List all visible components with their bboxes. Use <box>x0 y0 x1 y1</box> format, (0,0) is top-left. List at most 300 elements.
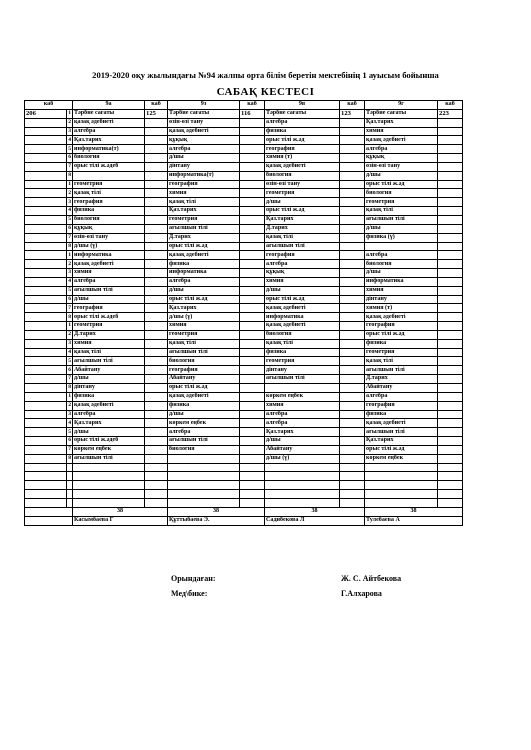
cabinet-cell <box>25 269 67 278</box>
empty-cell <box>365 481 438 490</box>
subject-cell: геометрия <box>365 198 438 207</box>
header-cabinet: каб <box>25 101 73 110</box>
room-cell: 206 <box>25 109 67 118</box>
subject-cell: орыс тілі ж.әд <box>365 445 438 454</box>
empty-cell <box>145 481 168 490</box>
room-cell <box>438 180 463 189</box>
subject-cell <box>365 242 438 251</box>
subject-cell: ағылшын тілі <box>265 375 340 384</box>
lesson-number: 1 <box>67 251 73 260</box>
room-cell <box>438 357 463 366</box>
subject-cell: қазақ әдебиеті <box>73 260 145 269</box>
table-row <box>25 348 463 357</box>
subject-cell: д/шы (ү) <box>265 454 340 463</box>
room-cell <box>240 162 265 171</box>
subject-cell: Д.тарих <box>168 233 240 242</box>
cabinet-cell <box>25 419 67 428</box>
subject-cell: физика <box>73 207 145 216</box>
room-cell <box>240 260 265 269</box>
subject-cell: д/шы (ү) <box>73 242 145 251</box>
room-cell <box>438 375 463 384</box>
room-cell <box>240 251 265 260</box>
room-cell <box>438 401 463 410</box>
room-cell <box>340 233 365 242</box>
subject-cell: қазақ әдебиеті <box>168 251 240 260</box>
subject-cell: алгебра <box>365 145 438 154</box>
empty-cell <box>265 472 340 481</box>
room-cell <box>340 445 365 454</box>
room-cell <box>240 348 265 357</box>
room-cell <box>438 154 463 163</box>
lesson-number: 2 <box>67 118 73 127</box>
room-cell <box>340 410 365 419</box>
empty-cell <box>438 472 463 481</box>
subject-cell: қазақ әдебиеті <box>365 313 438 322</box>
subject-cell: геометрия <box>365 348 438 357</box>
empty-cell <box>73 498 145 507</box>
lesson-number: 3 <box>67 339 73 348</box>
subject-cell: орыс тілі ж.әд <box>365 330 438 339</box>
subject-cell: өзін-өзі тану <box>73 233 145 242</box>
room-cell <box>240 322 265 331</box>
room-cell: 223 <box>438 109 463 118</box>
cabinet-cell <box>25 198 67 207</box>
empty-cell <box>145 498 168 507</box>
room-cell <box>145 207 168 216</box>
room-cell <box>340 189 365 198</box>
room-cell <box>438 339 463 348</box>
lesson-number: 8 <box>67 171 73 180</box>
document-subtitle: САБАҚ КЕСТЕСІ <box>216 86 315 98</box>
cabinet-cell <box>25 313 67 322</box>
cabinet-cell <box>25 339 67 348</box>
subject-cell: информатика <box>73 251 145 260</box>
subject-cell: Қаз.тарих <box>168 207 240 216</box>
subject-cell: биология <box>365 260 438 269</box>
room-cell <box>340 118 365 127</box>
room-cell <box>438 428 463 437</box>
subject-cell: химия <box>365 286 438 295</box>
weekly-hours-total: 38 <box>73 507 168 516</box>
subject-cell: д/шы <box>365 269 438 278</box>
room-cell <box>145 154 168 163</box>
subject-cell: д/шы <box>365 224 438 233</box>
cabinet-cell <box>25 392 67 401</box>
subject-cell: Тәрбие сағаты <box>265 109 340 118</box>
subject-cell: қазақ тілі <box>73 348 145 357</box>
subject-cell: ағылшын тілі <box>73 286 145 295</box>
cabinet-cell <box>25 145 67 154</box>
lesson-number: 3 <box>67 127 73 136</box>
subject-cell: алгебра <box>168 428 240 437</box>
subject-cell: Тәрбие сағаты <box>365 109 438 118</box>
lesson-number: 8 <box>67 313 73 322</box>
room-cell <box>240 366 265 375</box>
empty-cell <box>25 490 67 499</box>
subject-cell: биология <box>73 215 145 224</box>
empty-cell <box>168 463 240 472</box>
subject-cell: физика <box>168 401 240 410</box>
performer-name: Ж. С. Айтбекова <box>341 574 402 583</box>
empty-cell <box>265 490 340 499</box>
subject-cell: география <box>168 366 240 375</box>
room-cell <box>438 207 463 216</box>
room-cell <box>438 330 463 339</box>
room-cell <box>438 260 463 269</box>
room-cell <box>438 189 463 198</box>
subject-cell: ағылшын тілі <box>265 242 340 251</box>
empty-cell <box>438 498 463 507</box>
table-row <box>25 127 463 136</box>
cabinet-cell <box>25 428 67 437</box>
room-cell <box>240 357 265 366</box>
subject-cell: Д.тарих <box>365 375 438 384</box>
empty-cell <box>145 463 168 472</box>
lesson-number: 2 <box>67 330 73 339</box>
subject-cell: алгебра <box>265 260 340 269</box>
header-class: 9з <box>168 101 240 110</box>
room-cell <box>340 330 365 339</box>
subject-cell: геометрия <box>168 215 240 224</box>
room-cell <box>240 127 265 136</box>
teachers-row <box>25 516 463 525</box>
subject-cell: ағылшын тілі <box>73 357 145 366</box>
lesson-number: 5 <box>67 215 73 224</box>
subject-cell: д/шы <box>265 286 340 295</box>
subject-cell: құқық <box>168 136 240 145</box>
table-row <box>25 357 463 366</box>
room-cell <box>340 215 365 224</box>
cabinet-cell <box>25 375 67 384</box>
subject-cell: д/шы <box>168 286 240 295</box>
room-cell <box>438 410 463 419</box>
subject-cell: Қаз.тарих <box>73 136 145 145</box>
table-row <box>25 189 463 198</box>
subject-cell: Қаз.тарих <box>168 304 240 313</box>
subject-cell: алгебра <box>73 410 145 419</box>
room-cell <box>438 445 463 454</box>
lesson-number: 6 <box>67 295 73 304</box>
table-row <box>25 322 463 331</box>
cabinet-cell <box>25 162 67 171</box>
room-cell <box>240 401 265 410</box>
table-row <box>25 410 463 419</box>
table-row <box>25 330 463 339</box>
empty-cell <box>145 472 168 481</box>
empty-row <box>25 490 463 499</box>
empty-cell <box>265 498 340 507</box>
subject-cell: химия <box>73 269 145 278</box>
lesson-number: 4 <box>67 277 73 286</box>
subject-cell: химия <box>73 339 145 348</box>
subject-cell: д/шы <box>73 428 145 437</box>
subject-cell: қазақ әдебиеті <box>73 118 145 127</box>
subject-cell: қазақ әдебиеті <box>265 304 340 313</box>
room-cell <box>340 145 365 154</box>
subject-cell: қазақ әдебиеті <box>168 392 240 401</box>
room-cell <box>145 384 168 393</box>
room-cell <box>240 419 265 428</box>
subject-cell: геометрия <box>168 330 240 339</box>
table-row <box>25 207 463 216</box>
subject-cell: көркем еңбек <box>265 392 340 401</box>
subject-cell: алгебра <box>265 118 340 127</box>
room-cell <box>240 313 265 322</box>
room-cell <box>438 366 463 375</box>
nurse-name: Г.Алхарова <box>341 589 382 598</box>
subject-cell: қазақ әдебиеті <box>265 162 340 171</box>
table-row <box>25 375 463 384</box>
room-cell <box>340 171 365 180</box>
empty-cell <box>73 472 145 481</box>
room-cell <box>340 260 365 269</box>
room-cell <box>240 454 265 463</box>
room-cell <box>145 233 168 242</box>
subject-cell: д/шы (ү) <box>168 313 240 322</box>
room-cell <box>438 392 463 401</box>
cabinet-cell <box>25 445 67 454</box>
subject-cell: Тәрбие сағаты <box>168 109 240 118</box>
table-row <box>25 445 463 454</box>
room-cell <box>340 127 365 136</box>
subject-cell: химия <box>265 401 340 410</box>
header-class: 9а <box>73 101 145 110</box>
subject-cell: физика <box>265 127 340 136</box>
subject-cell: биология <box>265 330 340 339</box>
lesson-number: 1 <box>67 322 73 331</box>
table-row <box>25 384 463 393</box>
lesson-number: 4 <box>67 136 73 145</box>
subject-cell: биология <box>73 154 145 163</box>
lesson-number: 5 <box>67 286 73 295</box>
room-cell <box>240 410 265 419</box>
table-row <box>25 313 463 322</box>
subject-cell: д/шы <box>168 154 240 163</box>
room-cell <box>145 286 168 295</box>
subject-cell: ағылшын тілі <box>365 366 438 375</box>
teachers-spacer <box>25 516 73 525</box>
room-cell <box>340 375 365 384</box>
room-cell <box>240 224 265 233</box>
table-row <box>25 154 463 163</box>
table-row <box>25 251 463 260</box>
performer-label: Орындаған: <box>171 574 216 583</box>
cabinet-cell <box>25 454 67 463</box>
room-cell <box>240 136 265 145</box>
header-class: 9в <box>265 101 340 110</box>
room-cell <box>340 428 365 437</box>
room-cell <box>145 313 168 322</box>
subject-cell: дінтану <box>265 366 340 375</box>
table-row <box>25 171 463 180</box>
table-row <box>25 198 463 207</box>
document-title: 2019-2020 оқу жылындағы №94 жалпы орта білім беретін мектебінің 1 ауысым бойынша <box>92 70 439 80</box>
room-cell <box>340 322 365 331</box>
room-cell <box>145 215 168 224</box>
subject-cell: қазақ тілі <box>168 198 240 207</box>
empty-cell <box>365 490 438 499</box>
subject-cell: география <box>265 145 340 154</box>
cabinet-cell <box>25 348 67 357</box>
room-cell <box>340 198 365 207</box>
empty-cell <box>340 472 365 481</box>
header-class: 9г <box>365 101 438 110</box>
room-cell <box>145 180 168 189</box>
room-cell <box>145 410 168 419</box>
subject-cell: орыс тілі ж.әд <box>265 207 340 216</box>
empty-cell <box>365 472 438 481</box>
room-cell <box>240 330 265 339</box>
room-cell <box>340 339 365 348</box>
subject-cell: көркем еңбек <box>365 454 438 463</box>
lesson-number: 6 <box>67 366 73 375</box>
lesson-number: 7 <box>67 445 73 454</box>
room-cell <box>145 171 168 180</box>
subject-cell: информатика <box>365 277 438 286</box>
subject-cell: биология <box>168 445 240 454</box>
cabinet-cell <box>25 118 67 127</box>
room-cell <box>145 118 168 127</box>
room-cell <box>340 392 365 401</box>
room-cell <box>438 313 463 322</box>
subject-cell: ағылшын тілі <box>168 224 240 233</box>
empty-cell <box>365 498 438 507</box>
cabinet-cell <box>25 295 67 304</box>
room-cell <box>145 366 168 375</box>
cabinet-cell <box>25 251 67 260</box>
subject-cell: қазақ тілі <box>365 357 438 366</box>
subject-cell: д/шы <box>265 437 340 446</box>
subject-cell: география <box>265 251 340 260</box>
room-cell <box>240 384 265 393</box>
room-cell <box>340 269 365 278</box>
empty-row <box>25 463 463 472</box>
cabinet-cell <box>25 401 67 410</box>
subject-cell: орыс тілі ж.әдеб <box>73 437 145 446</box>
subject-cell: Қаз.тарих <box>365 118 438 127</box>
subject-cell: алгебра <box>73 127 145 136</box>
header-cabinet: каб <box>145 101 168 110</box>
subject-cell: физика <box>73 392 145 401</box>
lesson-number: 6 <box>67 154 73 163</box>
subject-cell: биология <box>265 171 340 180</box>
room-cell <box>340 180 365 189</box>
room-cell <box>145 162 168 171</box>
room-cell <box>438 251 463 260</box>
subject-cell: құқық <box>265 269 340 278</box>
room-cell <box>438 136 463 145</box>
cabinet-cell <box>25 171 67 180</box>
subject-cell: Тәрбие сағаты <box>73 109 145 118</box>
weekly-hours-total: 38 <box>168 507 265 516</box>
subject-cell: орыс тілі ж.әд <box>265 295 340 304</box>
subject-cell: өзін-өзі тану <box>265 180 340 189</box>
lesson-number: 1 <box>67 180 73 189</box>
lesson-number: 5 <box>67 428 73 437</box>
room-cell <box>240 145 265 154</box>
cabinet-cell <box>25 304 67 313</box>
room-cell <box>340 384 365 393</box>
room-cell <box>438 171 463 180</box>
room-cell <box>340 437 365 446</box>
subject-cell: геометрия <box>73 322 145 331</box>
lesson-number: 7 <box>67 304 73 313</box>
subject-cell: физика <box>168 260 240 269</box>
room-cell <box>438 304 463 313</box>
subject-cell: химия (т) <box>365 304 438 313</box>
empty-cell <box>240 498 265 507</box>
room-cell <box>145 127 168 136</box>
table-row <box>25 145 463 154</box>
empty-cell <box>25 472 67 481</box>
room-cell <box>438 242 463 251</box>
empty-cell <box>168 472 240 481</box>
weekly-hours-total: 38 <box>265 507 365 516</box>
lesson-number: 3 <box>67 410 73 419</box>
lesson-number: 2 <box>67 401 73 410</box>
table-row <box>25 277 463 286</box>
cabinet-cell <box>25 330 67 339</box>
room-cell <box>340 286 365 295</box>
table-row <box>25 233 463 242</box>
room-cell <box>438 215 463 224</box>
subject-cell: қазақ тілі <box>73 189 145 198</box>
room-cell <box>340 366 365 375</box>
subject-cell: география <box>365 401 438 410</box>
lesson-number: 4 <box>67 348 73 357</box>
room-cell <box>240 207 265 216</box>
empty-cell <box>240 481 265 490</box>
table-row <box>25 269 463 278</box>
room-cell <box>240 286 265 295</box>
room-cell <box>145 454 168 463</box>
table-row <box>25 392 463 401</box>
table-row <box>25 180 463 189</box>
subject-cell: орыс тілі ж.әд <box>168 242 240 251</box>
room-cell <box>240 233 265 242</box>
room-cell <box>145 145 168 154</box>
cabinet-cell <box>25 286 67 295</box>
room-cell <box>145 304 168 313</box>
table-row <box>25 118 463 127</box>
subject-cell: д/шы <box>73 375 145 384</box>
table-row <box>25 136 463 145</box>
subject-cell: д/шы <box>73 295 145 304</box>
room-cell <box>438 277 463 286</box>
cabinet-cell <box>25 180 67 189</box>
table-row <box>25 215 463 224</box>
empty-cell <box>73 490 145 499</box>
room-cell <box>145 428 168 437</box>
empty-cell <box>438 463 463 472</box>
table-row <box>25 401 463 410</box>
table-row <box>25 162 463 171</box>
empty-cell <box>168 481 240 490</box>
empty-cell <box>265 463 340 472</box>
subject-cell: Қаз.тарих <box>73 419 145 428</box>
room-cell <box>438 384 463 393</box>
lesson-number: 2 <box>67 260 73 269</box>
class-teacher-name: Касымбаева Г <box>73 516 168 525</box>
subject-cell: физика <box>265 348 340 357</box>
empty-cell <box>438 490 463 499</box>
subject-cell: геометрия <box>265 189 340 198</box>
cabinet-cell <box>25 215 67 224</box>
room-cell <box>145 224 168 233</box>
room-cell <box>145 198 168 207</box>
cabinet-cell <box>25 260 67 269</box>
table-row <box>25 454 463 463</box>
